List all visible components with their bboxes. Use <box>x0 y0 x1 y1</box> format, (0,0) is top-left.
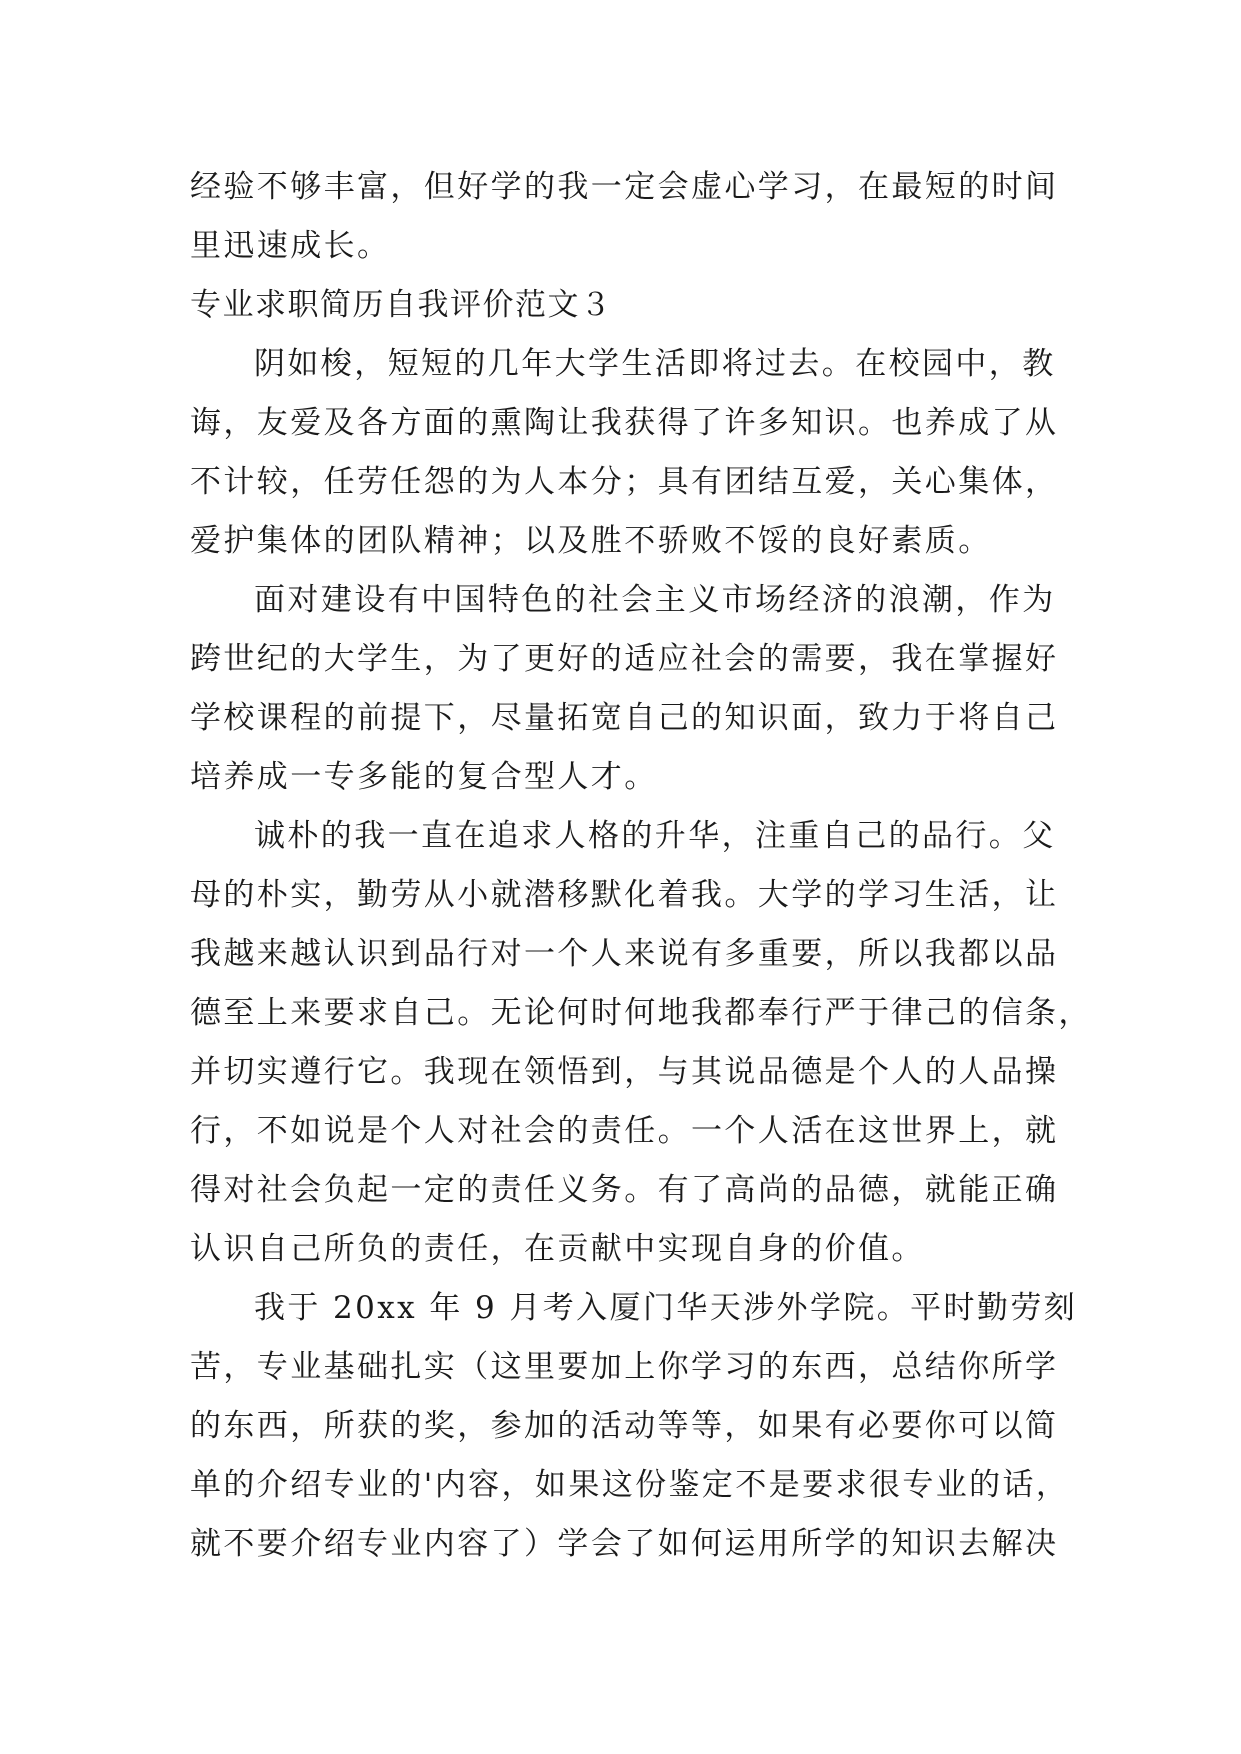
text-line: 单的介绍专业的'内容，如果这份鉴定不是要求很专业的话， <box>190 1467 1070 1503</box>
text-line: 苦，专业基础扎实（这里要加上你学习的东西，总结你所学 <box>190 1349 1059 1385</box>
text-line: 母的朴实，勤劳从小就潜移默化着我。大学的学习生活，让 <box>190 877 1059 913</box>
paragraph-first-line: 诚朴的我一直在追求人格的升华，注重自己的品行。父 <box>254 818 1056 854</box>
text-line: 就不要介绍专业内容了）学会了如何运用所学的知识去解决 <box>190 1526 1059 1562</box>
section-heading: 专业求职简历自我评价范文３ <box>190 287 613 323</box>
text-line: 培养成一专多能的复合型人才。 <box>190 759 658 795</box>
text-line: 德至上来要求自己。无论何时何地我都奉行严于律己的信条， <box>190 995 1092 1031</box>
text-line: 我越来越认识到品行对一个人来说有多重要，所以我都以品 <box>190 936 1059 972</box>
text-line: 行，不如说是个人对社会的责任。一个人活在这世界上，就 <box>190 1113 1059 1149</box>
text-line: 跨世纪的大学生，为了更好的适应社会的需要，我在掌握好 <box>190 641 1059 677</box>
paragraph-first-line: 阴如梭，短短的几年大学生活即将过去。在校园中，教 <box>254 346 1056 382</box>
paragraph-first-line: 面对建设有中国特色的社会主义市场经济的浪潮，作为 <box>254 582 1056 618</box>
text-line: 诲，友爱及各方面的熏陶让我获得了许多知识。也养成了从 <box>190 405 1059 441</box>
text-line: 爱护集体的团队精神；以及胜不骄败不馁的良好素质。 <box>190 523 992 559</box>
text-line: 并切实遵行它。我现在领悟到，与其说品德是个人的人品操 <box>190 1054 1059 1090</box>
text-line: 学校课程的前提下，尽量拓宽自己的知识面，致力于将自己 <box>190 700 1059 736</box>
text-line: 认识自己所负的责任，在贡献中实现自身的价值。 <box>190 1231 925 1267</box>
text-line: 里迅速成长。 <box>190 228 391 264</box>
text-line: 得对社会负起一定的责任义务。有了高尚的品德，就能正确 <box>190 1172 1059 1208</box>
text-line: 不计较，任劳任怨的为人本分；具有团结互爱，关心集体， <box>190 464 1059 500</box>
text-line: 经验不够丰富，但好学的我一定会虚心学习，在最短的时间 <box>190 169 1059 205</box>
document-page <box>190 158 1092 1574</box>
text-line: 的东西，所获的奖，参加的活动等等，如果有必要你可以简 <box>190 1408 1059 1444</box>
paragraph-first-line: 我于 20xx 年 9 月考入厦门华天涉外学院。平时勤劳刻 <box>254 1290 1078 1326</box>
